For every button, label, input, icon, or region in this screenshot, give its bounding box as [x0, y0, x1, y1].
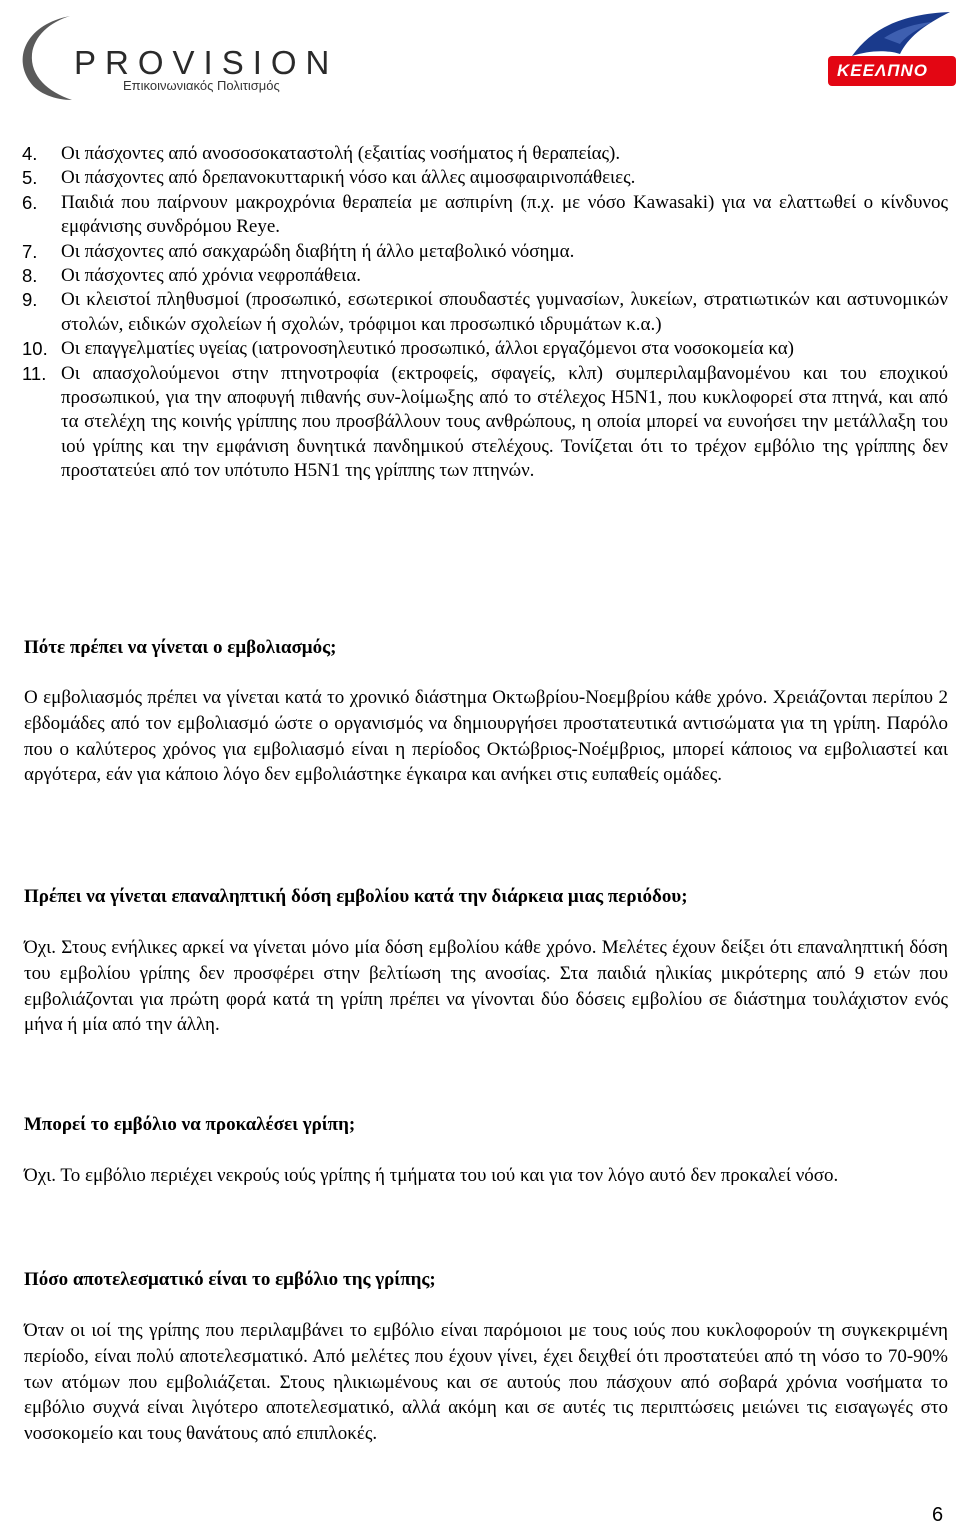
section-paragraph: Ο εμβολιασμός πρέπει να γίνεται κατά το χρονικό διάστημα Οκτωβρίου-Νοεμβρίου κάθε χρόνο. Χρειάζονται περίπου 2 εβδομάδες από τον εμβολιασμό ώστε ο οργανισμός να δημιουργήσει προστατευτικά αντισώματα για τη γρίπη. Παρόλο που ο καλύτερος χρόνος για εμβολιασμό είναι η περίοδος Οκτώβριος-Νοέμβριος, μπορεί κάποιος να εμβολιαστεί και αργότερα, εάν για κάποιο λόγο δεν εμβολιάστηκε έγκαιρα και ανήκει στις ευπαθείς ομάδες.	[24, 687, 948, 786]
list-item-text: Οι κλειστοί πληθυσμοί (προσωπικό, εσωτερικοί σπουδαστές γυμνασίων, λυκείων, στρατιωτικών και αστυνομικών στολών, ειδικών σχολείων ή σχολών, τρόφιμοι και προσωπικό ιδρυμάτων κ.α.)	[61, 289, 948, 335]
section-heading: Πότε πρέπει να γίνεται ο εμβολιασμός;	[24, 637, 337, 658]
bird-icon	[822, 8, 958, 100]
provision-logo-text: PROVISION	[74, 44, 339, 81]
section-paragraph: Όχι. Το εμβόλιο περιέχει νεκρούς ιούς γρίπης ή τμήματα του ιού και για τον λόγο αυτό δεν προκαλεί νόσο.	[24, 1165, 839, 1186]
list-item-text: Παιδιά που παίρνουν μακροχρόνια θεραπεία με ασπιρίνη (π.χ. με νόσο Kawasaki) για να ελαττωθεί ο κίνδυνος εμφάνισης συνδρόμου Reye.	[61, 191, 948, 238]
page-number: 6	[932, 1504, 944, 1526]
section-paragraph: Όχι. Στους ενήλικες αρκεί να γίνεται μόνο μία δόση εμβολίου κάθε χρόνο. Μελέτες έχουν δείξει ότι επαναληπτική δόση του εμβολίου γρίπης δεν προσφέρει στην βελτίωση της ανοσίας. Στα παιδιά ηλικίας μικρότερης από 9 ετών που εμβολιάζονται για πρώτη φορά κατά τη γρίπη πρέπει να γίνονται δύο δόσεις εμβολίου σε διάστημα τουλάχιστον ενός μήνα ή μία από την άλλη.	[24, 937, 948, 1036]
section-heading: Πόσο αποτελεσματικό είναι το εμβόλιο της γρίπης;	[24, 1269, 436, 1290]
keelpno-logo-text: ΚΕΕΛΠΝΟ	[837, 61, 928, 80]
list-item	[22, 191, 948, 240]
list-item	[22, 166, 948, 190]
section-paragraph: Όταν οι ιοί της γρίπης που περιλαμβάνει το εμβόλιο είναι παρόμοιοι με τους ιούς που κυκλοφορούν τη συγκεκριμένη περίοδο, είναι πολύ αποτελεσματικό. Από μελέτες που έχουν γίνει, έχει δειχθεί ότι προστατεύει από τη νόσο το 70-90% των ατόμων που εμβολιάζεται. Στους ηλικιωμένους και σε αυτούς που πάσχουν από σοβαρά χρόνια νοσήματα το εμβόλιο συχνά είναι λιγότερο αποτελεσματικό, αλλά ακόμη και σε αυτές τις περιπτώσεις μειώνει τις εισαγωγές στο νοσοκομείο και τους θανάτους από επιπλοκές.	[24, 1320, 948, 1445]
list-item	[22, 288, 948, 337]
list-item-number: 4.	[22, 143, 38, 164]
list-item-number: 9.	[22, 289, 38, 311]
list-item-text: Οι απασχολούμενοι στην πτηνοτροφία (εκτροφείς, σφαγείς, κλπ) συμπεριλαμβανομένου και του εποχικού προσωπικού, για την αποφυγή πιθανής συν-λοίμωξης από το στέλεχος H5N1, που κυκλοφορεί στα πτηνά, και από τα στελέχη της κοινής γρίππης που προσβάλλουν τους ανθρώπους, η οποία μπορεί να ευνοήσει την μετάλλαξη του ιού γρίπης και την εμφάνιση δυνητικά πανδημικού στελέχους. Τονίζεται ότι το τρέχον εμβόλιο της γρίππης δεν προστατεύει από τον υπότυπο H5N1 της γρίππης των πτηνών.	[61, 362, 948, 482]
list-item-text: Οι επαγγελματίες υγείας (ιατρονοσηλευτικό προσωπικό, άλλοι εργαζόμενοι στα νοσοκομεία κα)	[61, 338, 795, 360]
list-item	[22, 142, 948, 166]
keelpno-logo	[822, 8, 958, 100]
list-item-number: 10.	[22, 338, 48, 360]
list-item	[22, 264, 948, 288]
list-item	[22, 337, 948, 361]
list-item-text: Οι πάσχοντες από σακχαρώδη διαβήτη ή άλλο μεταβολικό νόσημα.	[61, 240, 575, 262]
list-item	[22, 362, 948, 484]
list-item-number: 8.	[22, 265, 38, 287]
risk-groups-list	[22, 142, 948, 484]
provision-logo-subtitle: Επικοινωνιακός Πολιτισμός	[123, 78, 280, 93]
list-item-text: Οι πάσχοντες από δρεπανοκυτταρική νόσο και άλλες αιμοσφαιρινοπάθειες.	[61, 167, 636, 189]
list-item-text: Οι πάσχοντες από χρόνια νεφροπάθεια.	[61, 265, 361, 287]
provision-logo	[8, 4, 339, 104]
list-item-text: Οι πάσχοντες από ανοσοσοκαταστολή (εξαιτίας νοσήματος ή θεραπείας).	[61, 143, 621, 164]
list-item	[22, 240, 948, 264]
list-item-number: 7.	[22, 240, 38, 262]
section-heading: Μπορεί το εμβόλιο να προκαλέσει γρίπη;	[24, 1114, 356, 1135]
list-item-number: 11.	[22, 362, 47, 384]
section-heading: Πρέπει να γίνεται επαναληπτική δόση εμβολίου κατά την διάρκεια μιας περιόδου;	[24, 886, 688, 907]
list-item-number: 5.	[22, 167, 38, 189]
list-item-number: 6.	[22, 191, 38, 213]
